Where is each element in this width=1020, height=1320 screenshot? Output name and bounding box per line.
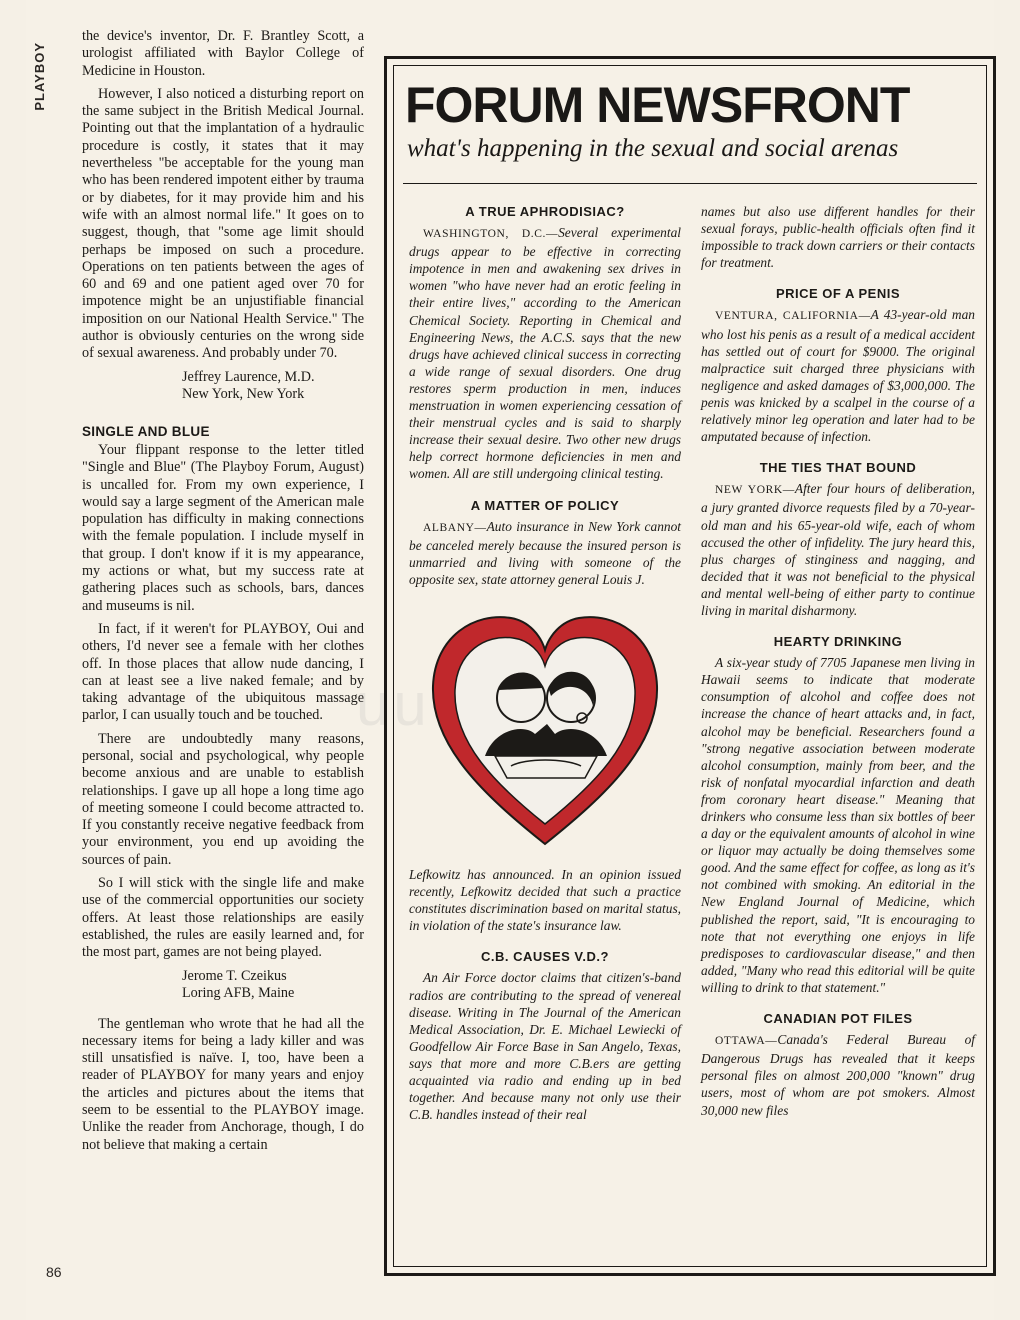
news-heading: PRICE OF A PENIS [775, 286, 901, 302]
news-item [701, 306, 975, 445]
letters-column [82, 28, 364, 1160]
running-head: PLAYBOY [32, 42, 47, 111]
forum-newsfront-box [384, 56, 996, 1276]
news-heading: THE TIES THAT BOUND [759, 460, 917, 476]
news-heading: HEARTY DRINKING [773, 634, 903, 650]
letter-paragraph: There are undoubtedly many reasons, personal, social and psychological, why people become anxious and are unable to establish relationships. I gave up all hope a long time ago of meeting someone I could become attracted to. If you constantly receive negative feedback from your environment, you end up avoiding the sources of pain. [82, 730, 364, 868]
news-heading: CANADIAN POT FILES [763, 1011, 913, 1027]
forum-title: FORUM NEWSFRONT [405, 77, 910, 133]
page-number: 86 [46, 1264, 62, 1280]
signature-place: Loring AFB, Maine [182, 984, 295, 1001]
signature-name: Jeffrey Laurence, M.D. [182, 368, 315, 385]
letter-paragraph: In fact, if it weren't for PLAYBOY, Oui and others, I'd never see a female with her clothes off. In those places that allow nude dancing, I can at least see a live naked female; and by taking advantage of the ubiquitous massage parlor, I can usually touch and be touched. [82, 620, 364, 724]
title-rule [403, 183, 977, 184]
news-text: Canada's Federal Bureau of Dangerous Drugs has revealed that it keeps personal files on almost 200,000 "known" drug users, most of whom are pot smokers. Almost 30,000 new files [701, 1032, 975, 1118]
letter-heading: SINGLE AND BLUE [82, 423, 210, 439]
heart-illustration [425, 606, 665, 856]
news-column-right [701, 203, 975, 1123]
letter-paragraph: The gentleman who wrote that he had all the necessary items for being a lady killer and was still unsatisfied is naïve. I, too, have been a reader of PLAYBOY for many years and enjoy the articles and pictures about the items that seem to be essential to the PLAYBOY image. Unlike the reader from Anchorage, though, I do not believe that making a certain [82, 1015, 364, 1153]
news-heading: A TRUE APHRODISIAC? [465, 204, 625, 219]
dateline: NEW YORK— [715, 484, 795, 497]
letter-paragraph: the device's inventor, Dr. F. Brantley Scott, a urologist affiliated with Baylor College of Medicine in Houston. [82, 28, 364, 79]
news-text: Auto insurance in New York cannot be canceled merely because the insured person is unmarried and living with someone of the opposite sex, state attorney general Louis J. [409, 518, 681, 587]
news-text: After four hours of deliberation, a jury granted divorce requests filed by a 70-year-old man and his 65-year-old wife, each of whom accused the other of infidelity. The jury heard this, plus charges of stinginess and nagging, and decided that it was not beneficial to the physical and mental well-being of either party to continue living in marital disharmony. [701, 481, 975, 618]
letter-paragraph: However, I also noticed a disturbing report on the same subject in the British Medical Journal. Pointing out that the implantation of a hydraulic procedure is costly, it states that it may nevertheless "be acceptable for the young man who has been rendered impotent either by trauma or by diabetes, for it may provide him and his wife with an almost normal life." It goes on to suggest, though, that "some age limit should perhaps be imposed on such a procedure. Operations on ten patients between the ages of 60 and 69 and one patient aged over 70 for impotence might be an unjustifiable financial imposition on our National Health Service." The author is obviously centuries on the wrong side of sexual awareness. And probably under 70. [82, 85, 364, 362]
news-item: names but also use different handles for their sexual forays, public-health officials often find it impossible to track down carriers or their contacts for treatment. [701, 204, 975, 271]
news-item [409, 224, 681, 482]
letter-signature [82, 369, 364, 403]
dateline: VENTURA, CALIFORNIA— [715, 310, 871, 323]
dateline: OTTAWA— [715, 1035, 778, 1048]
letter-paragraph: Your flippant response to the letter titled "Single and Blue" (The Playboy Forum, August) is uncalled for. From my own experience, I would say a large segment of the American male population has difficulty in making connections with the female population. I include myself in that group. I don't know if it is my appearance, my actions or what, but my success rate at gathering places such as schools, bars, dances and museums is nil. [82, 441, 364, 614]
signature-place: New York, New York [182, 385, 305, 402]
news-item [409, 518, 681, 588]
news-heading: C.B. CAUSES V.D.? [481, 949, 609, 965]
news-item [701, 480, 975, 619]
news-text: A 43-year-old man who lost his penis as a result of a medical accident has settled out of court for $9000. The original malpractice suit charged three physicians with negligence and asked damages of $3,000,000. The penis was knicked by a scalpel in the course of a relatively minor leg operation and later had to be amputated because of infection. [701, 307, 975, 445]
news-column-left [409, 203, 681, 1127]
forum-subtitle: what's happening in the sexual and social arenas [407, 135, 899, 162]
letter-paragraph: So I will stick with the single life and make use of the commercial opportunities our society offers. At least those relationships are easily established, the rules are easily learned and, for the most part, games are not being played. [82, 875, 364, 961]
dateline: ALBANY— [423, 521, 487, 534]
news-item: A six-year study of 7705 Japanese men living in Hawaii seems to indicate that moderate consumption of alcohol and coffee does not increase the chance of heart attacks and, in fact, alcohol may be beneficial. Researchers found a "strong negative association between moderate alcohol consumption, mainly from beer, and the risk of nonfatal myocardial infarction and death from coronary heart disease." Meaning that drinkers who consume less than six bottles of beer a day or the equivalent amounts of alcohol in wine or liquor may actually be doing themselves some good. And the same effect for coffee, as long as it's not combined with smoking. An editorial in the New England Journal of Medicine, which published the report, said, "It is encouraging to note that not everything one enjoys in life predisposes to cardiovascular disease," and then added, "Many who read this editorial will be quite willing to drink to that statement." [701, 655, 975, 995]
news-item [701, 1031, 975, 1118]
signature-name: Jerome T. Czeikus [182, 967, 287, 984]
letter-signature [82, 968, 364, 1002]
dateline: WASHINGTON, D.C.— [423, 228, 559, 241]
news-item: Lefkowitz has announced. In an opinion issued recently, Lefkowitz decided that such a practice constitutes discrimination based on marital status, in violation of the state's insurance law. [409, 866, 681, 934]
news-item: An Air Force doctor claims that citizen's-band radios are contributing to the spread of venereal disease. Writing in The Journal of the American Medical Association, Dr. E. Michael Lewiecki of Goodfellow Air Force Base in San Angelo, Texas, says that more and more C.B.ers are getting acquainted via radio and ending up in bed together. And because many not only use their C.B. handles instead of their real [409, 970, 681, 1123]
news-heading: A MATTER OF POLICY [470, 497, 620, 513]
news-text: Several experimental drugs appear to be effective in correcting impotence in men and awakening sex drives in women "who have never had an erotic feeling in their entire lives," according to the American Chemical Society. Reporting in Chemical and Engineering News, the A.C.S. says that the new drugs have achieved clinical success in correcting a wide range of sexual disorders. One drug restores sperm production in men, induces menstruation in women experiencing cessation of their menstrual cycles and is said to sharply increase their sexual desire. Two other new drugs help correct hormone deficiencies in men and women. All are still undergoing clinical testing. [409, 225, 681, 482]
magazine-page [26, 0, 994, 1320]
